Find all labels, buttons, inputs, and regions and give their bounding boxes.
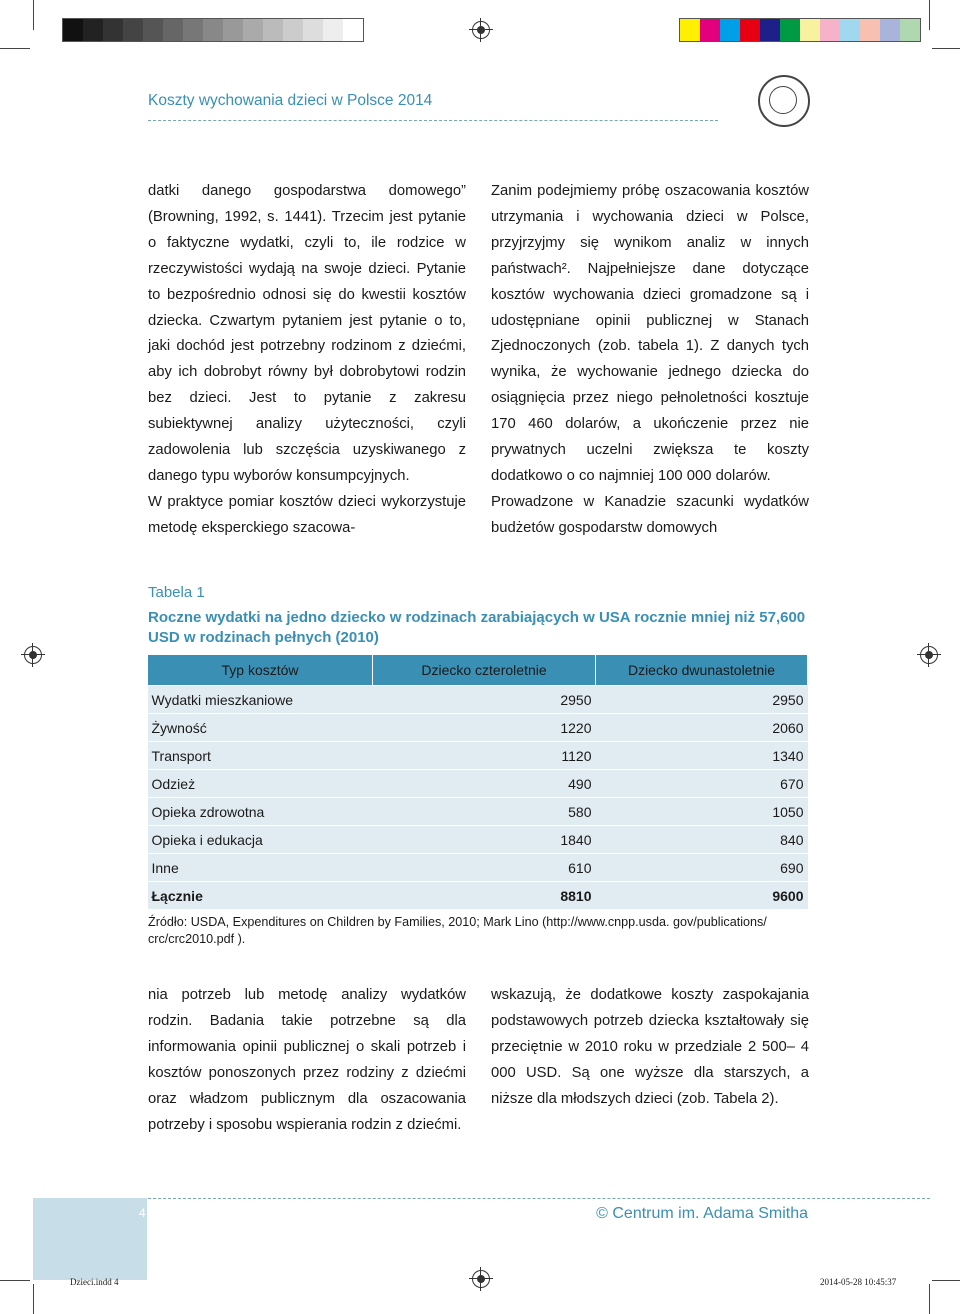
column-header: Dziecko dwunastoletnie — [596, 655, 808, 686]
header-divider — [148, 120, 718, 121]
registration-mark-icon — [472, 21, 490, 39]
value-cell: 1120 — [373, 742, 596, 770]
crop-mark — [33, 1284, 34, 1314]
registration-mark-icon — [24, 646, 42, 664]
cost-type-cell: Łącznie — [148, 882, 373, 910]
page-number-box — [33, 1198, 147, 1280]
paragraph: datki danego gospodarstwa domowego” (Browning, 1992, s. 1441). Trzecim jest pytanie o faktyczne wydatki, czyli to, ile rodzice w rzeczywistości wydają na swoje dzieci. Pytanie to bezpośrednio odnosi się do kwestii kosztów dziecka. Czwartym pytaniem jest pytanie o to, jaki dochód jest potrzebny rodzinom z dziećmi, aby ich dobrobyt równy był dobrobytowi rodzin bez dzieci. Jest to pytanie z zakresu subiektywnej analizy użyteczności, czyli zadowolenia lub szczęścia uzyskiwanego z danego typu wyborów konsumpcyjnych. — [148, 183, 466, 484]
paragraph: Prowadzone w Kanadzie szacunki wydatków budżetów gospodarstw domowych — [491, 493, 809, 536]
table-title: Roczne wydatki na jedno dziecko w rodzinach zarabiających w USA rocznie mniej niż 57,600 USD w rodzinach pełnych (2010) — [148, 609, 806, 646]
crop-mark — [33, 0, 34, 30]
table-row — [148, 742, 808, 770]
column-top-right — [491, 179, 809, 542]
paragraph: nia potrzeb lub metodę analizy wydatków rodzin. Badania takie potrzebne są dla informowania opinii publicznej o skali potrzeb i kosztów ponoszonych przez rodziny z dziećmi oraz władzom publicznym dla oszacowania potrzeby i sposobu wspierania rodzin z dziećmi. — [148, 987, 466, 1133]
value-cell: 1220 — [373, 714, 596, 742]
value-cell: 610 — [373, 854, 596, 882]
value-cell: 840 — [596, 826, 808, 854]
column-bottom-left — [148, 983, 466, 1138]
cost-type-cell: Opieka zdrowotna — [148, 798, 373, 826]
expenses-table — [147, 654, 808, 910]
table-header-row — [148, 655, 808, 686]
table-row — [148, 854, 808, 882]
value-cell: 1050 — [596, 798, 808, 826]
column-top-left — [148, 179, 466, 542]
paragraph: wskazują, że dodatkowe koszty zaspokajania podstawowych potrzeb dziecka kształtowały się przeciętnie w 2010 roku w przedziale 2 500– 4 000 USD. Są one wyższe dla starszych, a niższe dla młodszych dzieci (zob. Tabela 2). — [491, 987, 809, 1107]
table-total-row — [148, 882, 808, 910]
crop-mark — [932, 1280, 960, 1281]
crop-mark — [929, 1284, 930, 1314]
cost-type-cell: Odzież — [148, 770, 373, 798]
value-cell: 9600 — [596, 882, 808, 910]
cost-type-cell: Wydatki mieszkaniowe — [148, 686, 373, 714]
column-header: Typ kosztów — [148, 655, 373, 686]
footer-divider — [148, 1198, 930, 1199]
value-cell: 8810 — [373, 882, 596, 910]
value-cell: 670 — [596, 770, 808, 798]
column-bottom-right — [491, 983, 809, 1113]
centrum-seal-logo — [758, 75, 810, 127]
cost-type-cell: Inne — [148, 854, 373, 882]
slug-filename: Dzieci.indd 4 — [70, 1277, 119, 1287]
value-cell: 2060 — [596, 714, 808, 742]
grayscale-bar — [62, 18, 364, 42]
color-bar — [679, 18, 921, 42]
value-cell: 1340 — [596, 742, 808, 770]
running-header: Koszty wychowania dzieci w Polsce 2014 — [148, 92, 433, 109]
crop-mark — [0, 1280, 30, 1281]
table-row — [148, 770, 808, 798]
crop-mark — [929, 0, 930, 30]
table-row — [148, 798, 808, 826]
registration-mark-icon — [920, 646, 938, 664]
column-header: Dziecko czteroletnie — [373, 655, 596, 686]
slug-timestamp: 2014-05-28 10:45:37 — [820, 1277, 897, 1287]
crop-mark — [932, 48, 960, 49]
value-cell: 2950 — [373, 686, 596, 714]
crop-mark — [0, 48, 30, 49]
value-cell: 2950 — [596, 686, 808, 714]
table-row — [148, 826, 808, 854]
cost-type-cell: Żywność — [148, 714, 373, 742]
paragraph: Zanim podejmiemy próbę oszacowania kosztów utrzymania i wychowania dzieci w Polsce, przyjrzyjmy się wynikom analiz w innych państwach². Najpełniejsze dane dotyczące kosztów wychowania dzieci gromadzone są i udostępniane opinii publicznej w Stanach Zjednoczonych (zob. tabela 1). Z danych tych wynika, że wychowanie jednego dziecka do osiągnięcia przez niego pełnoletności kosztuje 170 460 dolarów, a ukończenie przez nie prywatnych uczelni zwiększa te koszty dodatkowo o co najmniej 100 000 dolarów. — [491, 183, 809, 484]
cost-type-cell: Transport — [148, 742, 373, 770]
table-row — [148, 714, 808, 742]
value-cell: 580 — [373, 798, 596, 826]
table-source-note: Źródło: USDA, Expenditures on Children by Families, 2010; Mark Lino (http://www.cnpp.usda. gov/publications/ crc/crc2010.pdf ). — [148, 915, 767, 946]
copyright: © Centrum im. Adama Smitha — [596, 1205, 808, 1222]
paragraph: W praktyce pomiar kosztów dzieci wykorzystuje metodę eksperckiego szacowa- — [148, 493, 466, 536]
table-row — [148, 686, 808, 714]
registration-mark-icon — [472, 1270, 490, 1288]
value-cell: 490 — [373, 770, 596, 798]
value-cell: 1840 — [373, 826, 596, 854]
table-label: Tabela 1 — [148, 584, 205, 601]
value-cell: 690 — [596, 854, 808, 882]
page-number: 4 — [139, 1206, 146, 1220]
cost-type-cell: Opieka i edukacja — [148, 826, 373, 854]
